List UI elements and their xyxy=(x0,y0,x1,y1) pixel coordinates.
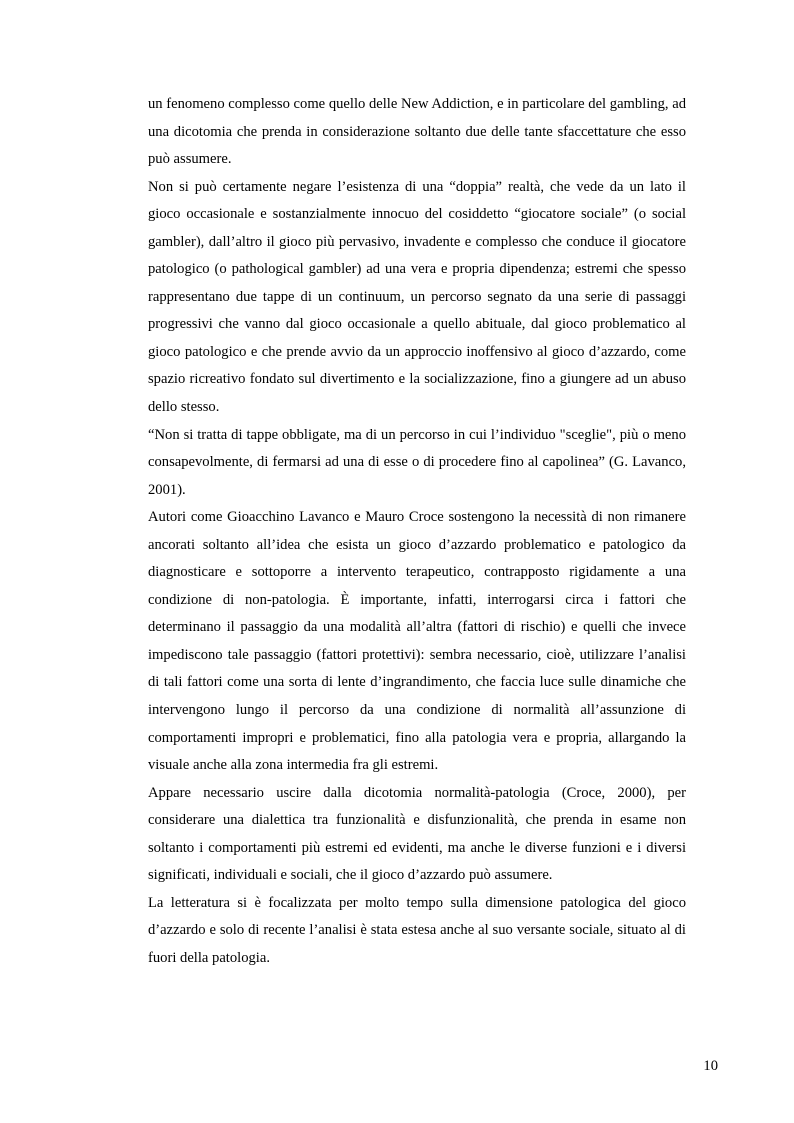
page-body xyxy=(148,91,686,973)
paragraph-5: Appare necessario uscire dalla dicotomia normalità-patologia (Croce, 2000), per considerare una dialettica tra funzionalità e disfunzionalità, che prenda in esame non soltanto i comportamenti più estremi ed evidenti, ma anche le diverse funzioni e i diversi significati, individuali e sociali, che il gioco d’azzardo può assumere. xyxy=(148,784,686,884)
paragraph-6: La letteratura si è focalizzata per molto tempo sulla dimensione patologica del gioco d’azzardo e solo di recente l’analisi è stata estesa anche al suo versante sociale, situato al di fuori della patologia. xyxy=(148,894,686,966)
page-number: 10 xyxy=(703,1058,718,1074)
paragraph-1: un fenomeno complesso come quello delle New Addiction, e in particolare del gambling, ad una dicotomia che prenda in considerazione soltanto due delle tante sfaccettature che esso può assumere. xyxy=(148,96,686,168)
paragraph-4: Autori come Gioacchino Lavanco e Mauro Croce sostengono la necessità di non rimanere ancorati soltanto all’idea che esista un gioco d’azzardo problematico e patologico da diagnosticare e sottoporre a intervento terapeutico, contrapposto rigidamente a una condizione di non-patologia. È importante, infatti, interrogarsi circa i fattori che determinano il passaggio da una modalità all’altra (fattori di rischio) e quelli che invece impediscono tale passaggio (fattori protettivi): sembra necessario, cioè, utilizzare l’analisi di tali fattori come una sorta di lente d’ingrandimento, che faccia luce sulle dinamiche che intervengono lungo il percorso da una condizione di normalità all’assunzione di comportamenti impropri e problematici, fino alla patologia vera e propria, allargando la visuale anche alla zona intermedia fra gli estremi. xyxy=(148,509,686,774)
paragraph-2: Non si può certamente negare l’esistenza di una “doppia” realtà, che vede da un lato il gioco occasionale e sostanzialmente innocuo del cosiddetto “giocatore sociale” (o social gambler), dall’altro il gioco più pervasivo, invadente e complesso che conduce il giocatore patologico (o pathological gambler) ad una vera e propria dipendenza; estremi che spesso rappresentano due tappe di un continuum, un percorso segnato da una serie di passaggi progressivi che vanno dal gioco occasionale a quello abituale, dal gioco problematico al gioco patologico e che prende avvio da un approccio inoffensivo al gioco d’azzardo, come spazio ricreativo fondato sul divertimento e la socializzazione, fino a giungere ad un abuso dello stesso. xyxy=(148,178,686,416)
paragraph-3: “Non si tratta di tappe obbligate, ma di un percorso in cui l’individuo "sceglie", più o meno consapevolmente, di fermarsi ad una di esse o di procedere fino al capolinea” (G. Lavanco, 2001). xyxy=(148,426,686,498)
